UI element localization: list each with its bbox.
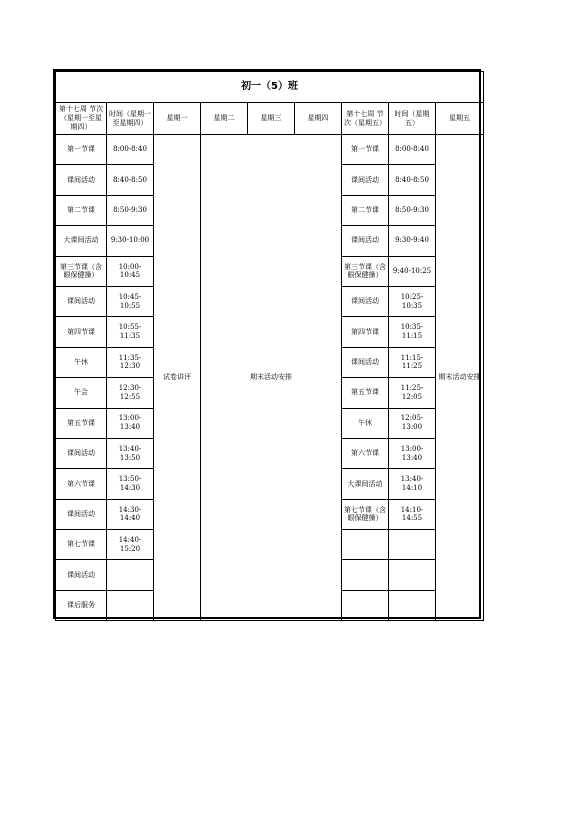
right-time-cell: 10:35-11:15 [389, 317, 436, 347]
page-title: 初一（5）班 [56, 72, 484, 103]
right-section-cell: 午休 [342, 408, 389, 438]
right-section-cell [342, 530, 389, 560]
right-time-cell [389, 560, 436, 590]
tue-thu-activity-cell: 期末活动安排 [201, 135, 342, 621]
left-time-cell: 8:40-8:50 [107, 165, 154, 195]
left-section-cell: 课间活动 [56, 286, 107, 316]
left-section-cell: 大课间活动 [56, 226, 107, 256]
header-friday: 星期五 [436, 103, 484, 135]
left-time-cell [107, 590, 154, 620]
header-time-left: 时间（星期一至星期四） [107, 103, 154, 135]
left-section-cell: 第七节课 [56, 530, 107, 560]
right-time-cell: 9:40-10:25 [389, 256, 436, 286]
left-time-cell: 13:00-13:40 [107, 408, 154, 438]
left-time-cell: 8:00-8:40 [107, 135, 154, 165]
left-section-cell: 午会 [56, 378, 107, 408]
schedule-sheet [53, 69, 481, 619]
header-monday: 星期一 [154, 103, 201, 135]
right-time-cell: 13:40-14:10 [389, 469, 436, 499]
left-section-cell: 课后服务 [56, 590, 107, 620]
right-time-cell: 11:15-11:25 [389, 347, 436, 377]
right-time-cell [389, 590, 436, 620]
right-section-cell: 第七节课（含眼保健操） [342, 499, 389, 529]
left-time-cell: 14:30-14:40 [107, 499, 154, 529]
right-section-cell: 课间活动 [342, 165, 389, 195]
left-time-cell [107, 560, 154, 590]
left-section-cell: 第三节课（含眼保健操） [56, 256, 107, 286]
right-section-cell: 课间活动 [342, 347, 389, 377]
right-time-cell: 14:10-14:55 [389, 499, 436, 529]
right-time-cell: 10:25-10:35 [389, 286, 436, 316]
left-section-cell: 第五节课 [56, 408, 107, 438]
right-time-cell [389, 530, 436, 560]
header-time-right: 时间（星期五） [389, 103, 436, 135]
left-section-cell: 课间活动 [56, 438, 107, 468]
left-section-cell: 第六节课 [56, 469, 107, 499]
right-time-cell: 11:25-12:05 [389, 378, 436, 408]
left-section-cell: 课间活动 [56, 560, 107, 590]
left-time-cell: 11:35-12:30 [107, 347, 154, 377]
right-time-cell: 8:50-9:30 [389, 195, 436, 225]
right-time-cell: 8:00-8:40 [389, 135, 436, 165]
left-time-cell: 10:45-10:55 [107, 286, 154, 316]
right-section-cell: 第三节课（含眼保健操） [342, 256, 389, 286]
header-tuesday: 星期二 [201, 103, 248, 135]
left-time-cell: 10:00-10:45 [107, 256, 154, 286]
left-section-cell: 第二节课 [56, 195, 107, 225]
header-wednesday: 星期三 [248, 103, 295, 135]
schedule-table [55, 71, 484, 621]
left-time-cell: 10:55-11:35 [107, 317, 154, 347]
right-time-cell: 8:40-8:50 [389, 165, 436, 195]
left-section-cell: 第一节课 [56, 135, 107, 165]
header-section-right: 第十七周 节次（星期五） [342, 103, 389, 135]
left-time-cell: 14:40-15:20 [107, 530, 154, 560]
left-section-cell: 课间活动 [56, 499, 107, 529]
monday-activity-cell: 试卷讲评 [154, 135, 201, 621]
left-time-cell: 9:30-10:00 [107, 226, 154, 256]
left-section-cell: 午休 [56, 347, 107, 377]
right-time-cell: 12:05-13:00 [389, 408, 436, 438]
right-section-cell: 第一节课 [342, 135, 389, 165]
right-section-cell [342, 560, 389, 590]
right-section-cell: 课间活动 [342, 286, 389, 316]
left-time-cell: 13:40-13:50 [107, 438, 154, 468]
header-section-left: 第十七周 节次（星期一至星期四） [56, 103, 107, 135]
right-time-cell: 9:30-9:40 [389, 226, 436, 256]
left-time-cell: 12:30-12:55 [107, 378, 154, 408]
right-section-cell: 课间活动 [342, 226, 389, 256]
right-section-cell: 第二节课 [342, 195, 389, 225]
left-section-cell: 第四节课 [56, 317, 107, 347]
right-section-cell: 第五节课 [342, 378, 389, 408]
left-time-cell: 13:50-14:30 [107, 469, 154, 499]
right-section-cell: 大课间活动 [342, 469, 389, 499]
right-section-cell: 第四节课 [342, 317, 389, 347]
right-section-cell [342, 590, 389, 620]
left-section-cell: 课间活动 [56, 165, 107, 195]
right-time-cell: 13:00-13:40 [389, 438, 436, 468]
header-thursday: 星期四 [295, 103, 342, 135]
friday-activity-cell: 期末活动安排 [436, 135, 484, 621]
right-section-cell: 第六节课 [342, 438, 389, 468]
left-time-cell: 8:50-9:30 [107, 195, 154, 225]
table-row [56, 135, 484, 165]
